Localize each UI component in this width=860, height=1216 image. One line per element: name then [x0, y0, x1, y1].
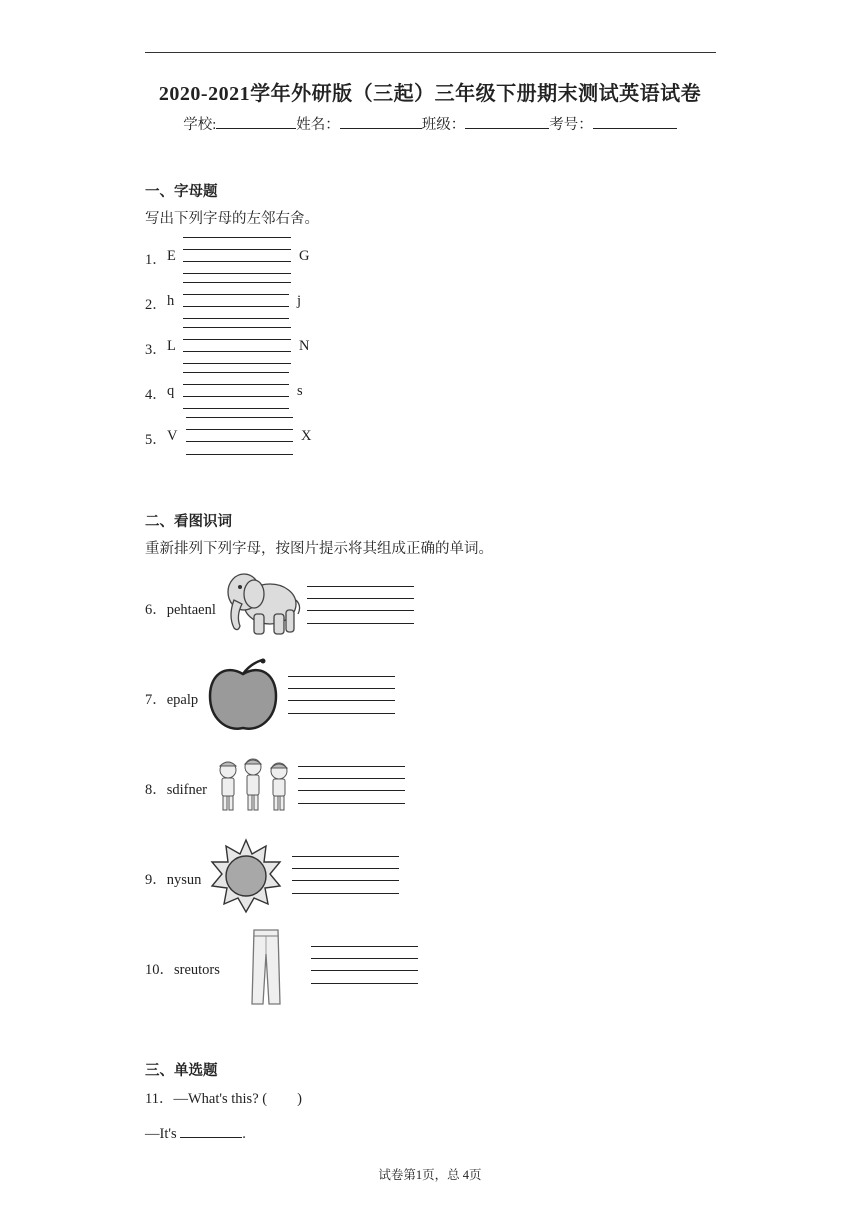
answer-line[interactable] — [183, 318, 289, 319]
answer-line[interactable] — [183, 282, 291, 283]
elephant-icon — [222, 570, 302, 638]
left-letter: h — [167, 293, 175, 309]
question-1 — [145, 248, 310, 269]
answer-line[interactable] — [307, 586, 414, 587]
question-number: 5． — [145, 432, 167, 448]
left-letter: V — [167, 428, 178, 444]
answer-line[interactable] — [298, 803, 405, 804]
section1-heading: 一、字母题 — [145, 184, 218, 200]
section1-instruction: 写出下列字母的左邻右舍。 — [145, 211, 319, 227]
answer-line[interactable] — [183, 249, 291, 250]
scrambled-letters: sreutors — [174, 962, 220, 978]
answer-prefix: —It's — [145, 1126, 177, 1142]
question-number: 7． — [145, 692, 167, 708]
question-number: 3． — [145, 342, 167, 358]
answer-line[interactable] — [186, 454, 293, 455]
right-letter: j — [297, 293, 302, 309]
answer-line[interactable] — [307, 598, 414, 599]
class-blank — [465, 114, 549, 129]
answer-suffix: . — [242, 1126, 246, 1142]
left-letter: q — [167, 383, 175, 399]
question-9 — [145, 868, 201, 889]
answer-line[interactable] — [183, 273, 291, 274]
answer-line[interactable] — [288, 688, 395, 689]
question-7 — [145, 688, 198, 709]
question-number: 4． — [145, 387, 167, 403]
question-number: 8． — [145, 782, 167, 798]
question-11-response — [145, 1124, 246, 1143]
answer-line[interactable] — [186, 417, 293, 418]
right-letter: G — [299, 248, 310, 264]
question-8 — [145, 778, 207, 799]
school-blank — [216, 114, 296, 129]
answer-line[interactable] — [183, 408, 289, 409]
right-letter: s — [297, 383, 303, 399]
answer-line[interactable] — [183, 237, 291, 238]
answer-line[interactable] — [183, 372, 289, 373]
question-number: 11． — [145, 1091, 174, 1107]
answer-line[interactable] — [183, 261, 291, 262]
answer-line[interactable] — [288, 700, 395, 701]
question-number: 10． — [145, 962, 174, 978]
friends-icon — [214, 756, 294, 814]
answer-line[interactable] — [186, 429, 293, 430]
answer-line[interactable] — [298, 790, 405, 791]
name-blank — [340, 114, 422, 129]
question-text: —What's this? ( — [173, 1091, 268, 1107]
answer-line[interactable] — [292, 893, 399, 894]
exam-number-blank — [593, 114, 677, 129]
right-letter: X — [301, 428, 312, 444]
answer-line[interactable] — [288, 676, 395, 677]
answer-line[interactable] — [186, 441, 293, 442]
left-letter: L — [167, 338, 176, 354]
trousers-icon — [248, 928, 284, 1006]
answer-line[interactable] — [183, 351, 291, 352]
answer-line[interactable] — [183, 306, 289, 307]
left-letter: E — [167, 248, 176, 264]
answer-line[interactable] — [183, 294, 289, 295]
answer-line[interactable] — [311, 946, 418, 947]
page-title: 2020-2021学年外研版（三起）三年级下册期末测试英语试卷 — [158, 83, 702, 105]
question-4 — [145, 383, 303, 404]
scrambled-letters: epalp — [166, 692, 199, 708]
answer-line[interactable] — [298, 778, 405, 779]
question-number: 1． — [145, 252, 167, 268]
answer-line[interactable] — [183, 339, 291, 340]
answer-line[interactable] — [311, 970, 418, 971]
student-info-row — [0, 113, 860, 134]
section3-heading: 三、单选题 — [145, 1063, 218, 1079]
answer-line[interactable] — [298, 766, 405, 767]
scrambled-letters: pehtaenl — [166, 602, 216, 618]
question-number: 9． — [145, 872, 167, 888]
apple-icon — [206, 656, 280, 734]
question-6 — [145, 598, 216, 619]
class-label: 班级： — [421, 117, 466, 133]
question-number: 2． — [145, 297, 167, 313]
question-number: 6． — [145, 602, 167, 618]
question-5 — [145, 428, 312, 449]
section2-heading: 二、看图识词 — [145, 514, 232, 530]
question-2 — [145, 293, 302, 314]
answer-line[interactable] — [288, 713, 395, 714]
answer-line[interactable] — [292, 880, 399, 881]
sun-icon — [210, 838, 282, 914]
answer-line[interactable] — [292, 856, 399, 857]
answer-line[interactable] — [307, 610, 414, 611]
question-11 — [145, 1087, 302, 1108]
answer-line[interactable] — [183, 396, 289, 397]
answer-line[interactable] — [307, 623, 414, 624]
answer-line[interactable] — [311, 983, 418, 984]
page-footer: 试卷第1页，总 4页 — [378, 1168, 482, 1182]
answer-line[interactable] — [183, 363, 291, 364]
scrambled-letters: sdifner — [166, 782, 208, 798]
answer-line[interactable] — [311, 958, 418, 959]
answer-line[interactable] — [183, 384, 289, 385]
paren-close: ) — [297, 1091, 302, 1107]
scrambled-letters: nysun — [166, 872, 202, 888]
section2-instruction: 重新排列下列字母，按图片提示将其组成正确的单词。 — [145, 541, 493, 557]
name-label: 姓名： — [296, 117, 340, 133]
answer-line[interactable] — [292, 868, 399, 869]
answer-blank[interactable] — [180, 1124, 242, 1138]
answer-line[interactable] — [183, 327, 291, 328]
school-label: 学校: — [183, 117, 217, 133]
right-letter: N — [299, 338, 310, 354]
header-rule — [145, 52, 716, 53]
question-10 — [145, 958, 220, 979]
exam-number-label: 考号： — [549, 117, 593, 133]
question-3 — [145, 338, 310, 359]
